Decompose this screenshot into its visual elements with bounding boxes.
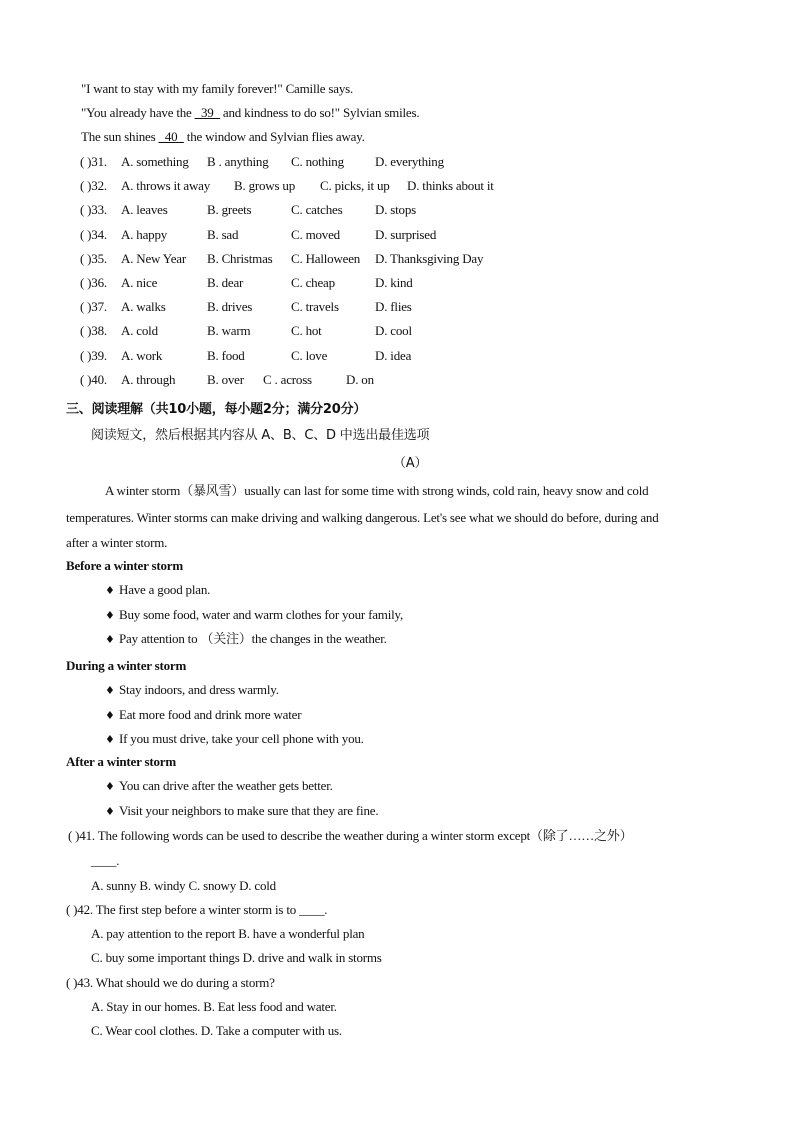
after-title: After a winter storm — [66, 754, 176, 769]
bullet-item — [105, 582, 210, 599]
diamond-bullet-icon: ♦ — [105, 584, 115, 597]
diamond-bullet-icon: ♦ — [105, 684, 115, 697]
cloze-question-number: ( )38. — [80, 323, 107, 339]
bullet-item — [105, 778, 333, 795]
cloze-option: B. Christmas — [207, 250, 273, 266]
cloze-option: B. warm — [207, 323, 251, 339]
diamond-bullet-icon: ♦ — [105, 708, 115, 722]
cloze-option: D. stops — [375, 202, 417, 218]
bullet-text: Visit your neighbors to make sure that they are fine. — [119, 802, 379, 818]
cloze-option: C. cheap — [291, 275, 335, 290]
diamond-bullet-icon: ♦ — [105, 804, 115, 818]
diamond-bullet-icon: ♦ — [105, 733, 115, 746]
question-41-options: A. sunny B. windy C. snowy D. cold — [91, 878, 276, 893]
cloze-option: B. over — [207, 371, 244, 387]
cloze-option: D. surprised — [375, 226, 437, 242]
cloze-option: D. everything — [375, 154, 444, 169]
cloze-option: A. through — [121, 371, 176, 387]
cloze-option: B. dear — [207, 275, 244, 290]
cloze-option: D. flies — [375, 299, 412, 315]
cloze-option: C. Halloween — [291, 250, 361, 266]
during-title: During a winter storm — [66, 658, 187, 673]
before-title: Before a winter storm — [66, 558, 183, 573]
bullet-text: Pay attention to （关注）the changes in the weather. — [119, 631, 387, 646]
diamond-bullet-icon: ♦ — [105, 633, 115, 646]
cloze-option: C. catches — [291, 202, 343, 218]
question-41: ( )41. The following words can be used to describe the weather during a winter storm except（除了……之外） — [68, 828, 633, 843]
cloze-question-number: ( )39. — [80, 347, 107, 363]
cloze-option: A. cold — [121, 323, 158, 339]
cloze-option: B. food — [207, 347, 245, 363]
cloze-option: A. New Year — [121, 250, 186, 266]
cloze-option: C. moved — [291, 226, 340, 242]
cloze-option: A. something — [121, 154, 189, 169]
blank-39: _39_ — [194, 105, 220, 120]
cloze-question-number: ( )40. — [80, 371, 107, 387]
bullet-text: Eat more food and drink more water — [119, 706, 302, 722]
story-text: the window and Sylvian flies away. — [183, 129, 365, 144]
cloze-option: D. cool — [375, 323, 412, 339]
story-text: and kindness to do so!" Sylvian smiles. — [219, 105, 420, 120]
passage-line-2: temperatures. Winter storms can make driving and walking dangerous. Let's see what we should do before, during and — [66, 510, 659, 525]
diamond-bullet-icon: ♦ — [105, 780, 115, 793]
cloze-option: A. walks — [121, 299, 166, 315]
diamond-bullet-icon: ♦ — [105, 608, 115, 622]
cloze-question-number: ( )34. — [80, 226, 107, 242]
cloze-option: C. nothing — [291, 154, 344, 169]
question-43: ( )43. What should we do during a storm? — [66, 975, 275, 990]
cloze-question-number: ( )31. — [80, 154, 107, 169]
cloze-option: B. grows up — [234, 178, 295, 194]
cloze-question-number: ( )37. — [80, 299, 107, 315]
section-instruction: 阅读短文，然后根据其内容从 A、B、C、D 中选出最佳选项 — [91, 428, 430, 443]
cloze-option: A. nice — [121, 275, 158, 290]
cloze-option: B. sad — [207, 226, 239, 242]
passage-line-1: A winter storm（暴风雪）usually can last for some time with strong winds, cold rain, heavy snow and cold — [105, 483, 649, 498]
cloze-option: A. leaves — [121, 202, 168, 218]
story-line-1: "I want to stay with my family forever!" Camille says. — [81, 81, 354, 96]
question-42-options-2: C. buy some important things D. drive and walk in storms — [91, 950, 382, 965]
bullet-text: You can drive after the weather gets better. — [119, 778, 333, 793]
cloze-option: D. thinks about it — [407, 178, 494, 194]
cloze-option: B. drives — [207, 299, 253, 315]
bullet-text: If you must drive, take your cell phone with you. — [119, 731, 364, 746]
story-text: The sun shines — [81, 129, 159, 144]
question-43-options-1: A. Stay in our homes. B. Eat less food and water. — [91, 999, 337, 1014]
cloze-question-number: ( )33. — [80, 202, 107, 218]
passage-label: （A） — [393, 456, 428, 471]
cloze-option: D. on — [346, 371, 374, 387]
cloze-option: D. kind — [375, 275, 413, 290]
bullet-item — [105, 803, 378, 820]
bullet-item — [105, 731, 364, 748]
bullet-text: Stay indoors, and dress warmly. — [119, 682, 279, 697]
story-text: "You already have the — [81, 105, 195, 120]
cloze-option: A. work — [121, 347, 163, 363]
bullet-text: Buy some food, water and warm clothes for your family, — [119, 606, 404, 622]
question-42: ( )42. The first step before a winter storm is to ____. — [66, 902, 328, 917]
story-line-3 — [81, 129, 365, 145]
question-41-blank: ____. — [91, 853, 120, 868]
cloze-option: C. hot — [291, 323, 322, 339]
cloze-option: A. throws it away — [121, 178, 211, 194]
cloze-option: C. picks, it up — [320, 178, 390, 194]
blank-40: _40_ — [158, 129, 184, 144]
cloze-question-number: ( )36. — [80, 275, 107, 290]
section-heading: 三、阅读理解（共10小题，每小题2分；满分20分） — [66, 402, 367, 417]
cloze-option: D. idea — [375, 347, 412, 363]
bullet-item — [105, 682, 279, 699]
cloze-option: C . across — [263, 371, 312, 387]
cloze-option: D. Thanksgiving Day — [375, 250, 484, 266]
bullet-item — [105, 707, 301, 724]
question-43-options-2: C. Wear cool clothes. D. Take a computer with us. — [91, 1023, 342, 1038]
cloze-option: C. love — [291, 347, 328, 363]
question-42-options-1: A. pay attention to the report B. have a wonderful plan — [91, 926, 365, 941]
passage-line-3: after a winter storm. — [66, 535, 168, 550]
bullet-item — [105, 631, 387, 648]
cloze-option: B. greets — [207, 202, 252, 218]
cloze-option: A. happy — [121, 226, 168, 242]
story-line-2 — [81, 105, 419, 121]
cloze-option: B . anything — [207, 154, 269, 169]
cloze-option: C. travels — [291, 299, 339, 315]
bullet-item — [105, 607, 403, 624]
cloze-question-number: ( )32. — [80, 178, 107, 194]
bullet-text: Have a good plan. — [119, 582, 211, 597]
cloze-question-number: ( )35. — [80, 250, 107, 266]
